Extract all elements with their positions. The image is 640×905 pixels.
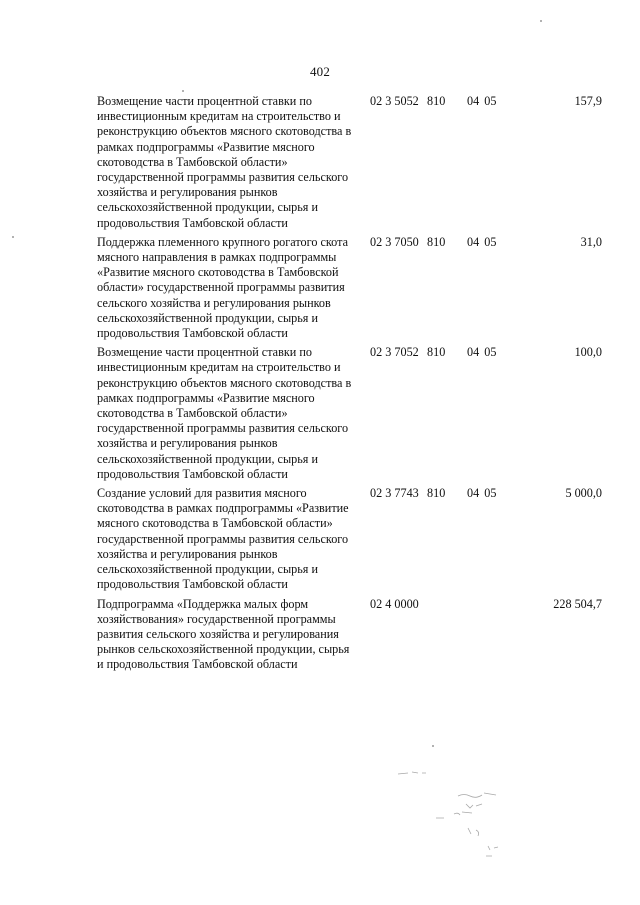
- row-description: Возмещение части процентной ставки по инвестиционным кредитам на строительство и реконструкцию объектов мясного скотоводства в рамках подпрограммы «Развитие мясного скотоводства в Тамбовской области» государственной программы развития сельского хозяйства и регулирования рынков сельскохозяйственной продукции, сырья и продовольствия Тамбовской области: [97, 345, 352, 481]
- row-amount: 157,9: [574, 94, 602, 108]
- row-section-code: 04 05: [467, 345, 497, 360]
- row-target-code: 02 3 7050: [370, 234, 419, 249]
- scan-scribble: [396, 768, 506, 863]
- row-expense-type: 810: [427, 345, 446, 360]
- row-description: Поддержка племенного крупного рогатого скота мясного направления в рамках подпрограммы «Развитие мясного скотоводства в Тамбовской области» государственной программы развития сельского хозяйства и регулирования рынков сельскохозяйственной продукции, сырья и продовольствия Тамбовской области: [97, 234, 348, 341]
- row-target-code: 02 4 0000: [370, 596, 419, 611]
- row-expense-type: 810: [427, 486, 446, 501]
- scan-speck: [182, 90, 184, 92]
- row-target-code: 02 3 5052: [370, 94, 419, 108]
- budget-table: [97, 94, 602, 677]
- row-target-code: 02 3 7743: [370, 486, 419, 501]
- row-expense-type: 810: [427, 94, 446, 108]
- table-row: [97, 235, 602, 345]
- row-description: Возмещение части процентной ставки по инвестиционным кредитам на строительство и реконструкцию объектов мясного скотоводства в рамках подпрограммы «Развитие мясного скотоводства в Тамбовской области» государственной программы развития сельского хозяйства и регулирования рынков сельскохозяйственной продукции, сырья и продовольствия Тамбовской области: [97, 94, 352, 230]
- row-expense-type: 810: [427, 234, 446, 249]
- scan-speck: [12, 236, 14, 238]
- row-amount: 100,0: [574, 345, 602, 360]
- scan-speck: [432, 745, 434, 747]
- row-amount: 5 000,0: [565, 486, 602, 501]
- row-section-code: 04 05: [467, 486, 497, 501]
- row-target-code: 02 3 7052: [370, 345, 419, 360]
- row-section-code: 04 05: [467, 94, 497, 108]
- table-row: [97, 486, 602, 596]
- row-amount: 228 504,7: [553, 596, 602, 611]
- row-description: Подпрограмма «Поддержка малых форм хозяйствования» государственной программы развития сельского хозяйства и регулирования рынков сельскохозяйственной продукции, сырья и продовольствия Тамбовской области: [97, 596, 350, 672]
- row-section-code: 04 05: [467, 234, 497, 249]
- table-row: [97, 597, 602, 677]
- row-expense-type: [425, 597, 463, 677]
- table-row: [97, 345, 602, 486]
- row-amount: 31,0: [580, 234, 602, 249]
- row-description: Создание условий для развития мясного скотоводства в рамках подпрограммы «Развитие мясного скотоводства в Тамбовской области» государственной программы развития сельского хозяйства и регулирования рынков сельскохозяйственной продукции, сырья и продовольствия Тамбовской области: [97, 486, 349, 592]
- row-section-code: [463, 597, 511, 677]
- table-row: [97, 94, 602, 235]
- page-number: 402: [309, 64, 331, 79]
- scan-speck: [540, 20, 542, 22]
